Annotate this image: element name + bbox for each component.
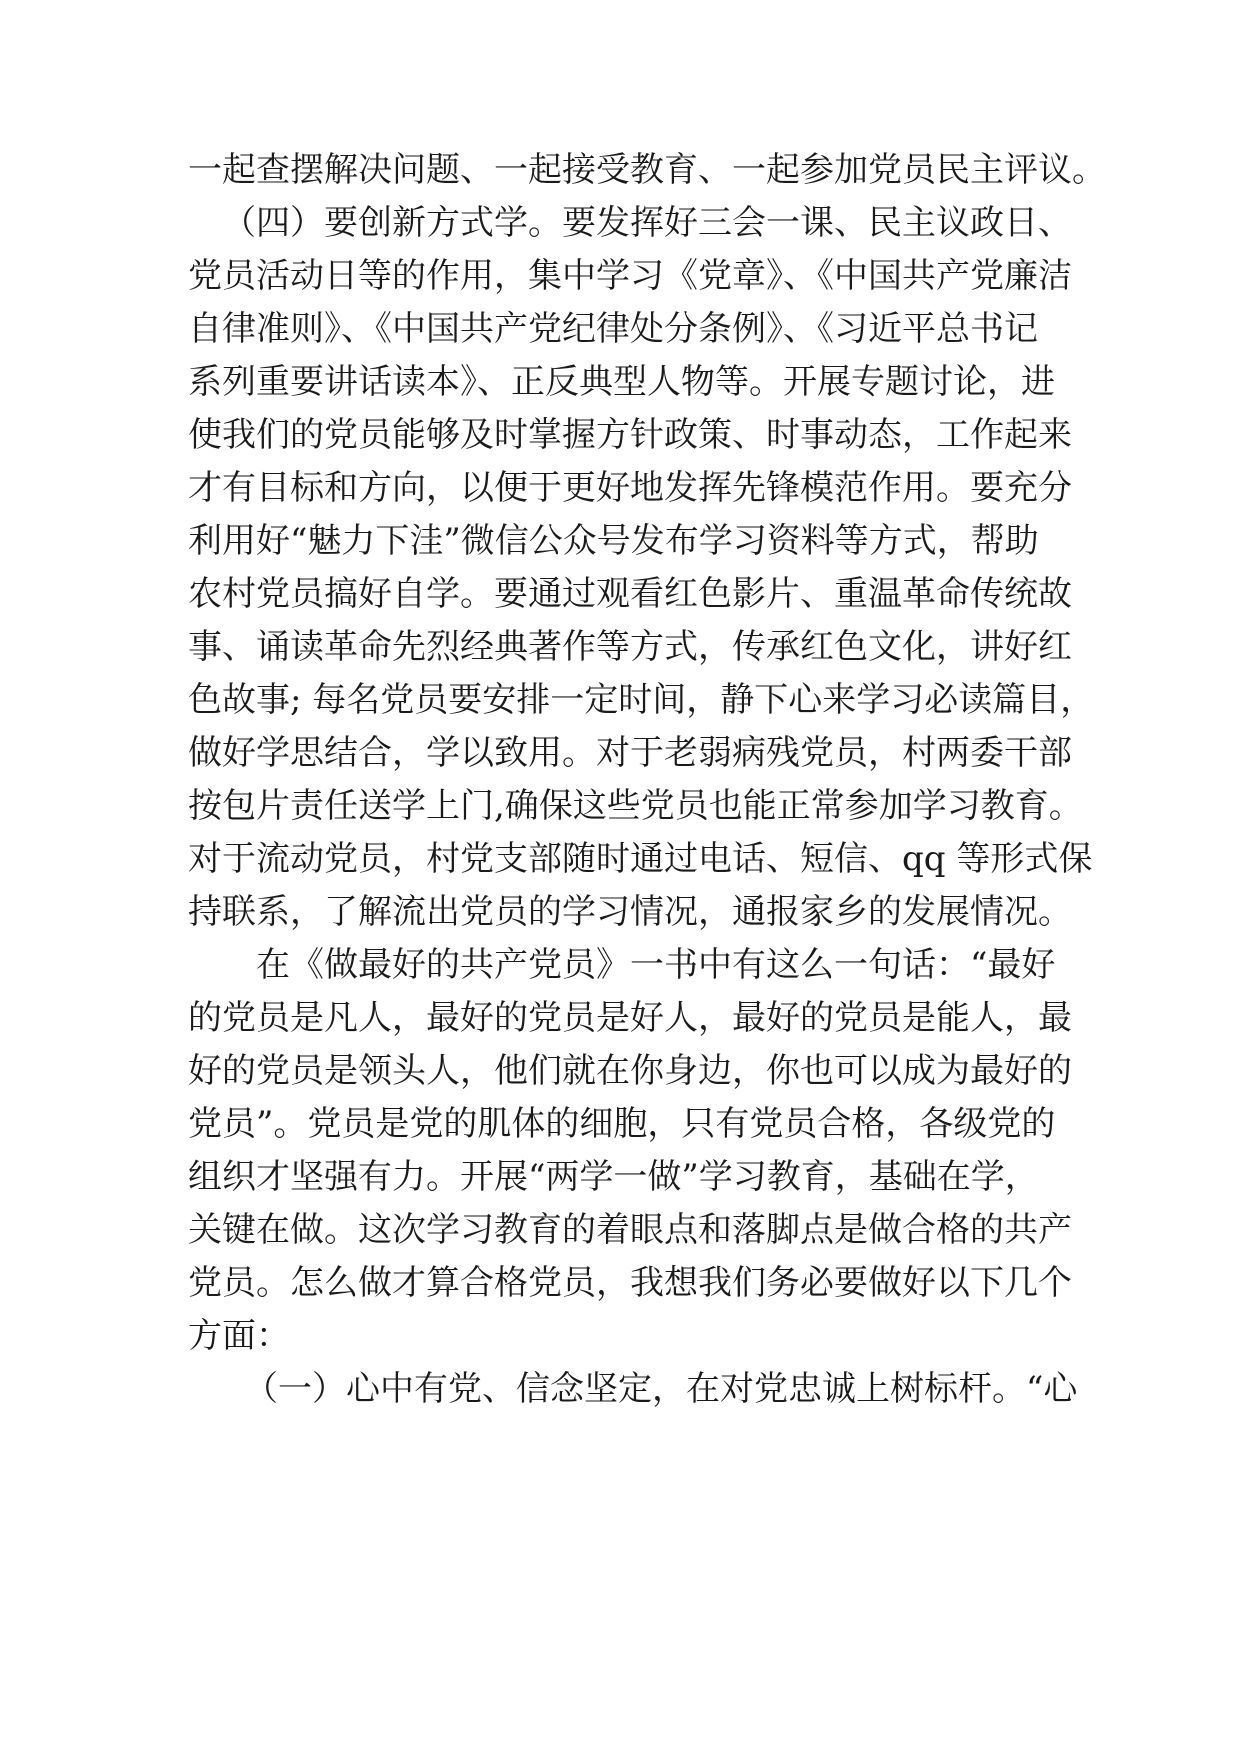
text-line: 党员”。党员是党的肌体的细胞，只有党员合格，各级党的 bbox=[188, 1104, 1056, 1144]
text-line: 事、诵读革命先烈经典著作等方式，传承红色文化，讲好红 bbox=[188, 627, 1072, 667]
text-line: 利用好“魅力下洼”微信公众号发布学习资料等方式，帮助 bbox=[188, 521, 1039, 561]
text-line: 做好学思结合，学以致用。对于老弱病残党员，村两委干部 bbox=[188, 733, 1072, 773]
text-line: 按包片责任送学上门,确保这些党员也能正常参加学习教育。 bbox=[188, 786, 1083, 826]
text-line: 好的党员是领头人，他们就在你身边，你也可以成为最好的 bbox=[188, 1051, 1072, 1091]
text-line: （一）心中有党、信念坚定，在对党忠诚上树标杆。“心 bbox=[244, 1369, 1078, 1409]
text-line: 方面： bbox=[188, 1316, 290, 1356]
text-line: 自律准则》、《中国共产党纪律处分条例》、《习近平总书记 bbox=[188, 309, 1038, 349]
text-line: 党员活动日等的作用，集中学习《党章》、《中国共产党廉洁 bbox=[188, 256, 1072, 296]
text-line: 的党员是凡人，最好的党员是好人，最好的党员是能人，最 bbox=[188, 998, 1072, 1038]
text-line: 对于流动党员，村党支部随时通过电话、短信、qq 等形式保 bbox=[188, 839, 1093, 879]
text-line: 在《做最好的共产党员》一书中有这么一句话：“最好 bbox=[256, 945, 1056, 985]
text-line: 组织才坚强有力。开展“两学一做”学习教育，基础在学， bbox=[188, 1157, 1039, 1197]
text-line: 系列重要讲话读本》、正反典型人物等。开展专题讨论，进 bbox=[188, 362, 1055, 402]
text-line: 才有目标和方向，以便于更好地发挥先锋模范作用。要充分 bbox=[188, 468, 1072, 508]
text-line: 持联系，了解流出党员的学习情况，通报家乡的发展情况。 bbox=[188, 892, 1072, 932]
text-line: （四）要创新方式学。要发挥好三会一课、民主议政日、 bbox=[222, 203, 1072, 243]
text-line: 农村党员搞好自学。要通过观看红色影片、重温革命传统故 bbox=[188, 574, 1072, 614]
text-line: 使我们的党员能够及时掌握方针政策、时事动态，工作起来 bbox=[188, 415, 1072, 455]
text-line: 党员。怎么做才算合格党员，我想我们务必要做好以下几个 bbox=[188, 1263, 1072, 1303]
text-line: 色故事; 每名党员要安排一定时间，静下心来学习必读篇目， bbox=[188, 680, 1095, 720]
text-line: 一起查摆解决问题、一起接受教育、一起参加党员民主评议。 bbox=[188, 150, 1106, 190]
text-line: 关键在做。这次学习教育的着眼点和落脚点是做合格的共产 bbox=[188, 1210, 1072, 1250]
